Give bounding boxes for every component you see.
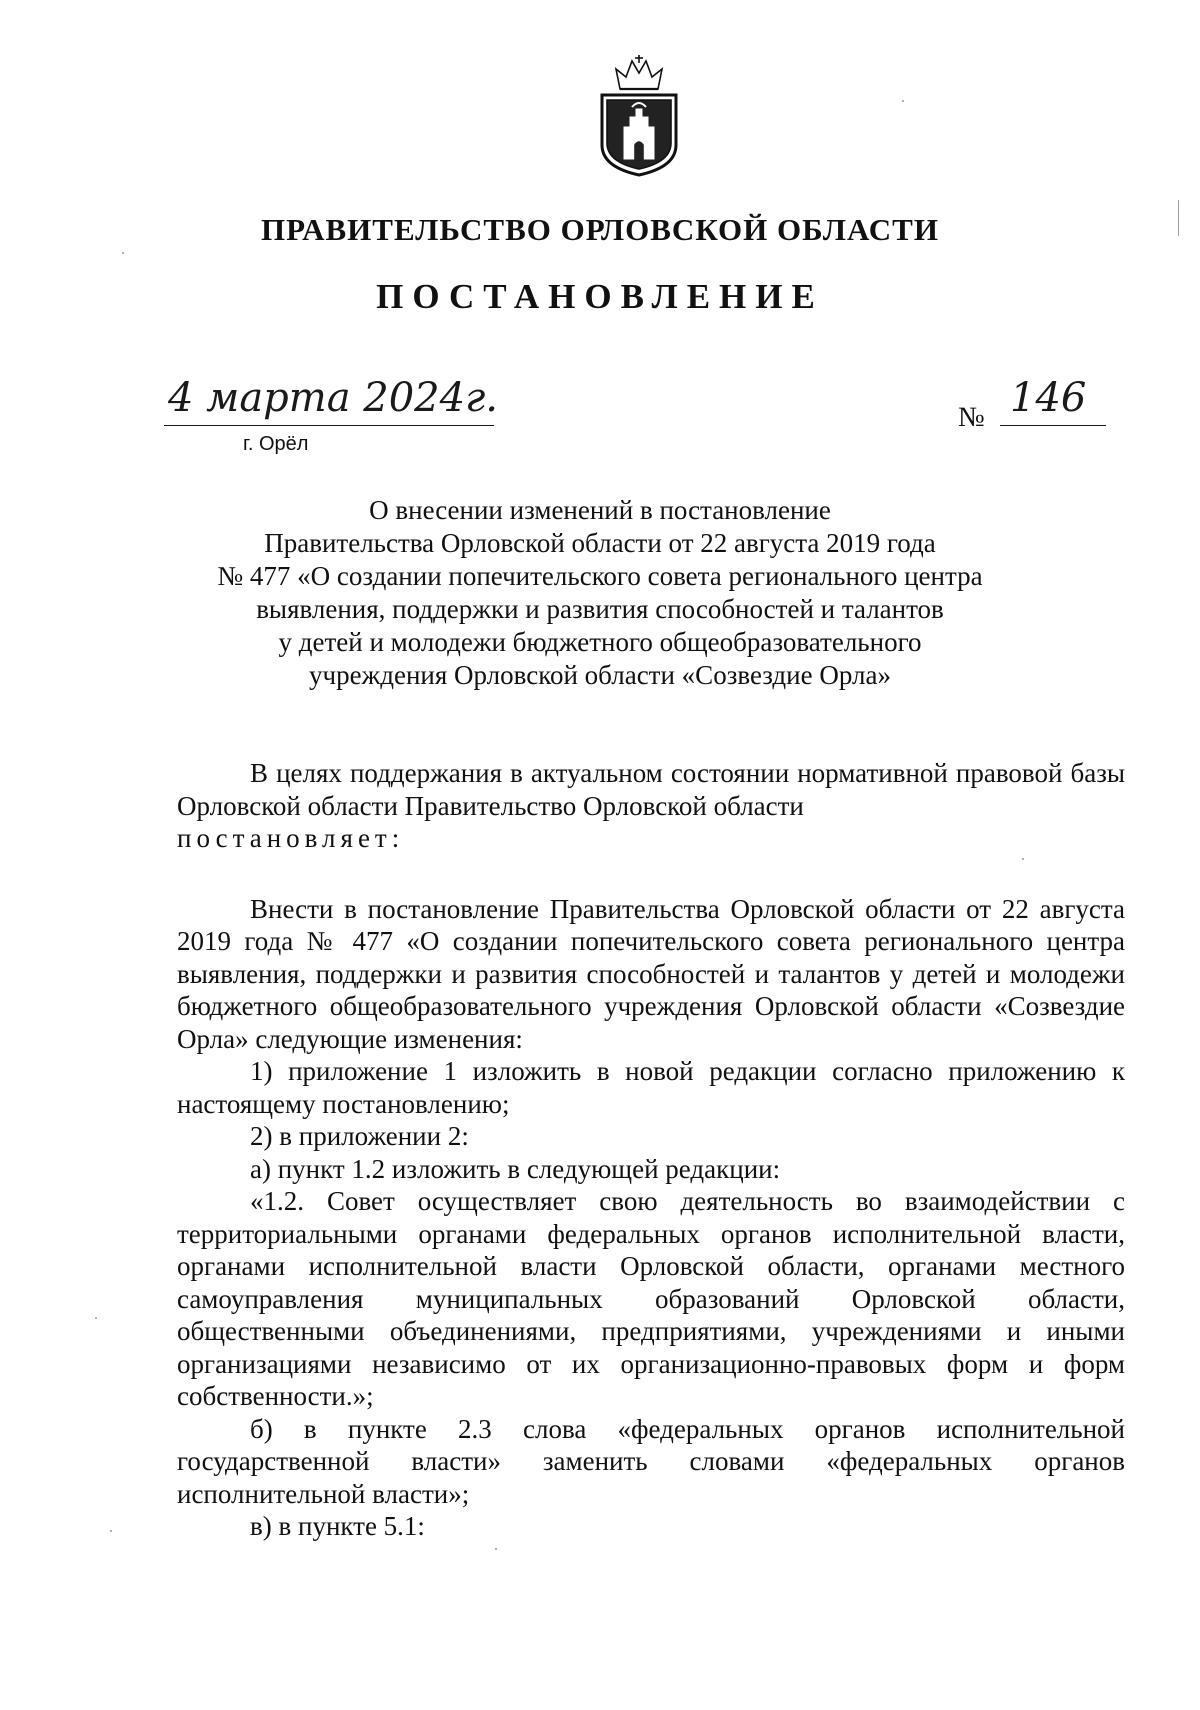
number-underline — [1000, 425, 1106, 426]
subject-line: у детей и молодежи бюджетного общеобразовательного — [278, 627, 922, 657]
quoted-paragraph: «1.2. Совет осуществляет свою деятельность во взаимодействии с территориальными органами федеральных органов исполнительной власти, органами исполнительной власти Орловской области, органами местного самоуправления муниципальных образований Орловской области, общественными объединениями, предприятиями, учреждениями и иными организациями независимо от их организационно-правовых форм и форм собственности.»; — [177, 1186, 1125, 1411]
handwritten-number: 146 — [1010, 375, 1087, 421]
government-title: ПРАВИТЕЛЬСТВО ОРЛОВСКОЙ ОБЛАСТИ — [261, 212, 939, 247]
paragraph-gap — [177, 855, 1125, 893]
scan-speck — [1178, 200, 1179, 236]
subject-line: выявления, поддержки и развития способностей и талантов — [256, 594, 944, 624]
handwritten-date-field — [164, 375, 498, 443]
subject-line: учреждения Орловской области «Созвездие Орла» — [309, 660, 891, 690]
number-label: № — [958, 402, 985, 433]
coat-of-arms-icon — [596, 55, 682, 179]
item-2b-paragraph: б) в пункте 2.3 слова «федеральных органов исполнительной государственной власти» заменить словами «федеральных органов исполнительной власти»; — [177, 1413, 1125, 1509]
subject-line: Правительства Орловской области от 22 августа 2019 года — [264, 528, 936, 558]
item-2-paragraph: 2) в приложении 2: — [250, 1121, 469, 1151]
scan-speck — [1022, 858, 1024, 860]
subject-line: О внесении изменений в постановление — [369, 495, 831, 525]
scan-speck — [95, 1317, 97, 1319]
scan-speck — [495, 1548, 497, 1550]
scan-speck — [122, 252, 124, 254]
item-2a-paragraph: а) пункт 1.2 изложить в следующей редакции: — [250, 1153, 781, 1184]
city-label: г. Орёл — [243, 433, 309, 455]
preamble-paragraph: В целях поддержания в актуальном состоянии нормативной правовой базы Орловской области Правительство Орловской области — [177, 758, 1125, 821]
subject-line: № 477 «О создании попечительского совета регионального центра — [217, 561, 983, 591]
handwritten-date: 4 марта 2024г. — [168, 375, 498, 421]
scan-speck — [902, 100, 904, 102]
document-body — [177, 757, 1125, 1543]
handwritten-number-field — [1000, 375, 1106, 443]
item-2v-paragraph: в) в пункте 5.1: — [250, 1511, 425, 1541]
scan-speck — [110, 1530, 112, 1532]
resolves-word: постановляет: — [177, 823, 405, 853]
item-1-paragraph: 1) приложение 1 изложить в новой редакции согласно приложению к настоящему постановлению; — [177, 1056, 1125, 1119]
main-paragraph: Внести в постановление Правительства Орловской области от 22 августа 2019 года № 477 «О создании попечительского совета регионального центра выявления, поддержки и развития способностей и талантов у детей и молодежи бюджетного общеобразовательного учреждения Орловской области «Созвездие Орла» следующие изменения: — [177, 893, 1125, 1054]
date-underline — [164, 425, 494, 426]
document-type-title: ПОСТАНОВЛЕНИЕ — [376, 277, 824, 316]
document-subject — [170, 494, 1030, 692]
